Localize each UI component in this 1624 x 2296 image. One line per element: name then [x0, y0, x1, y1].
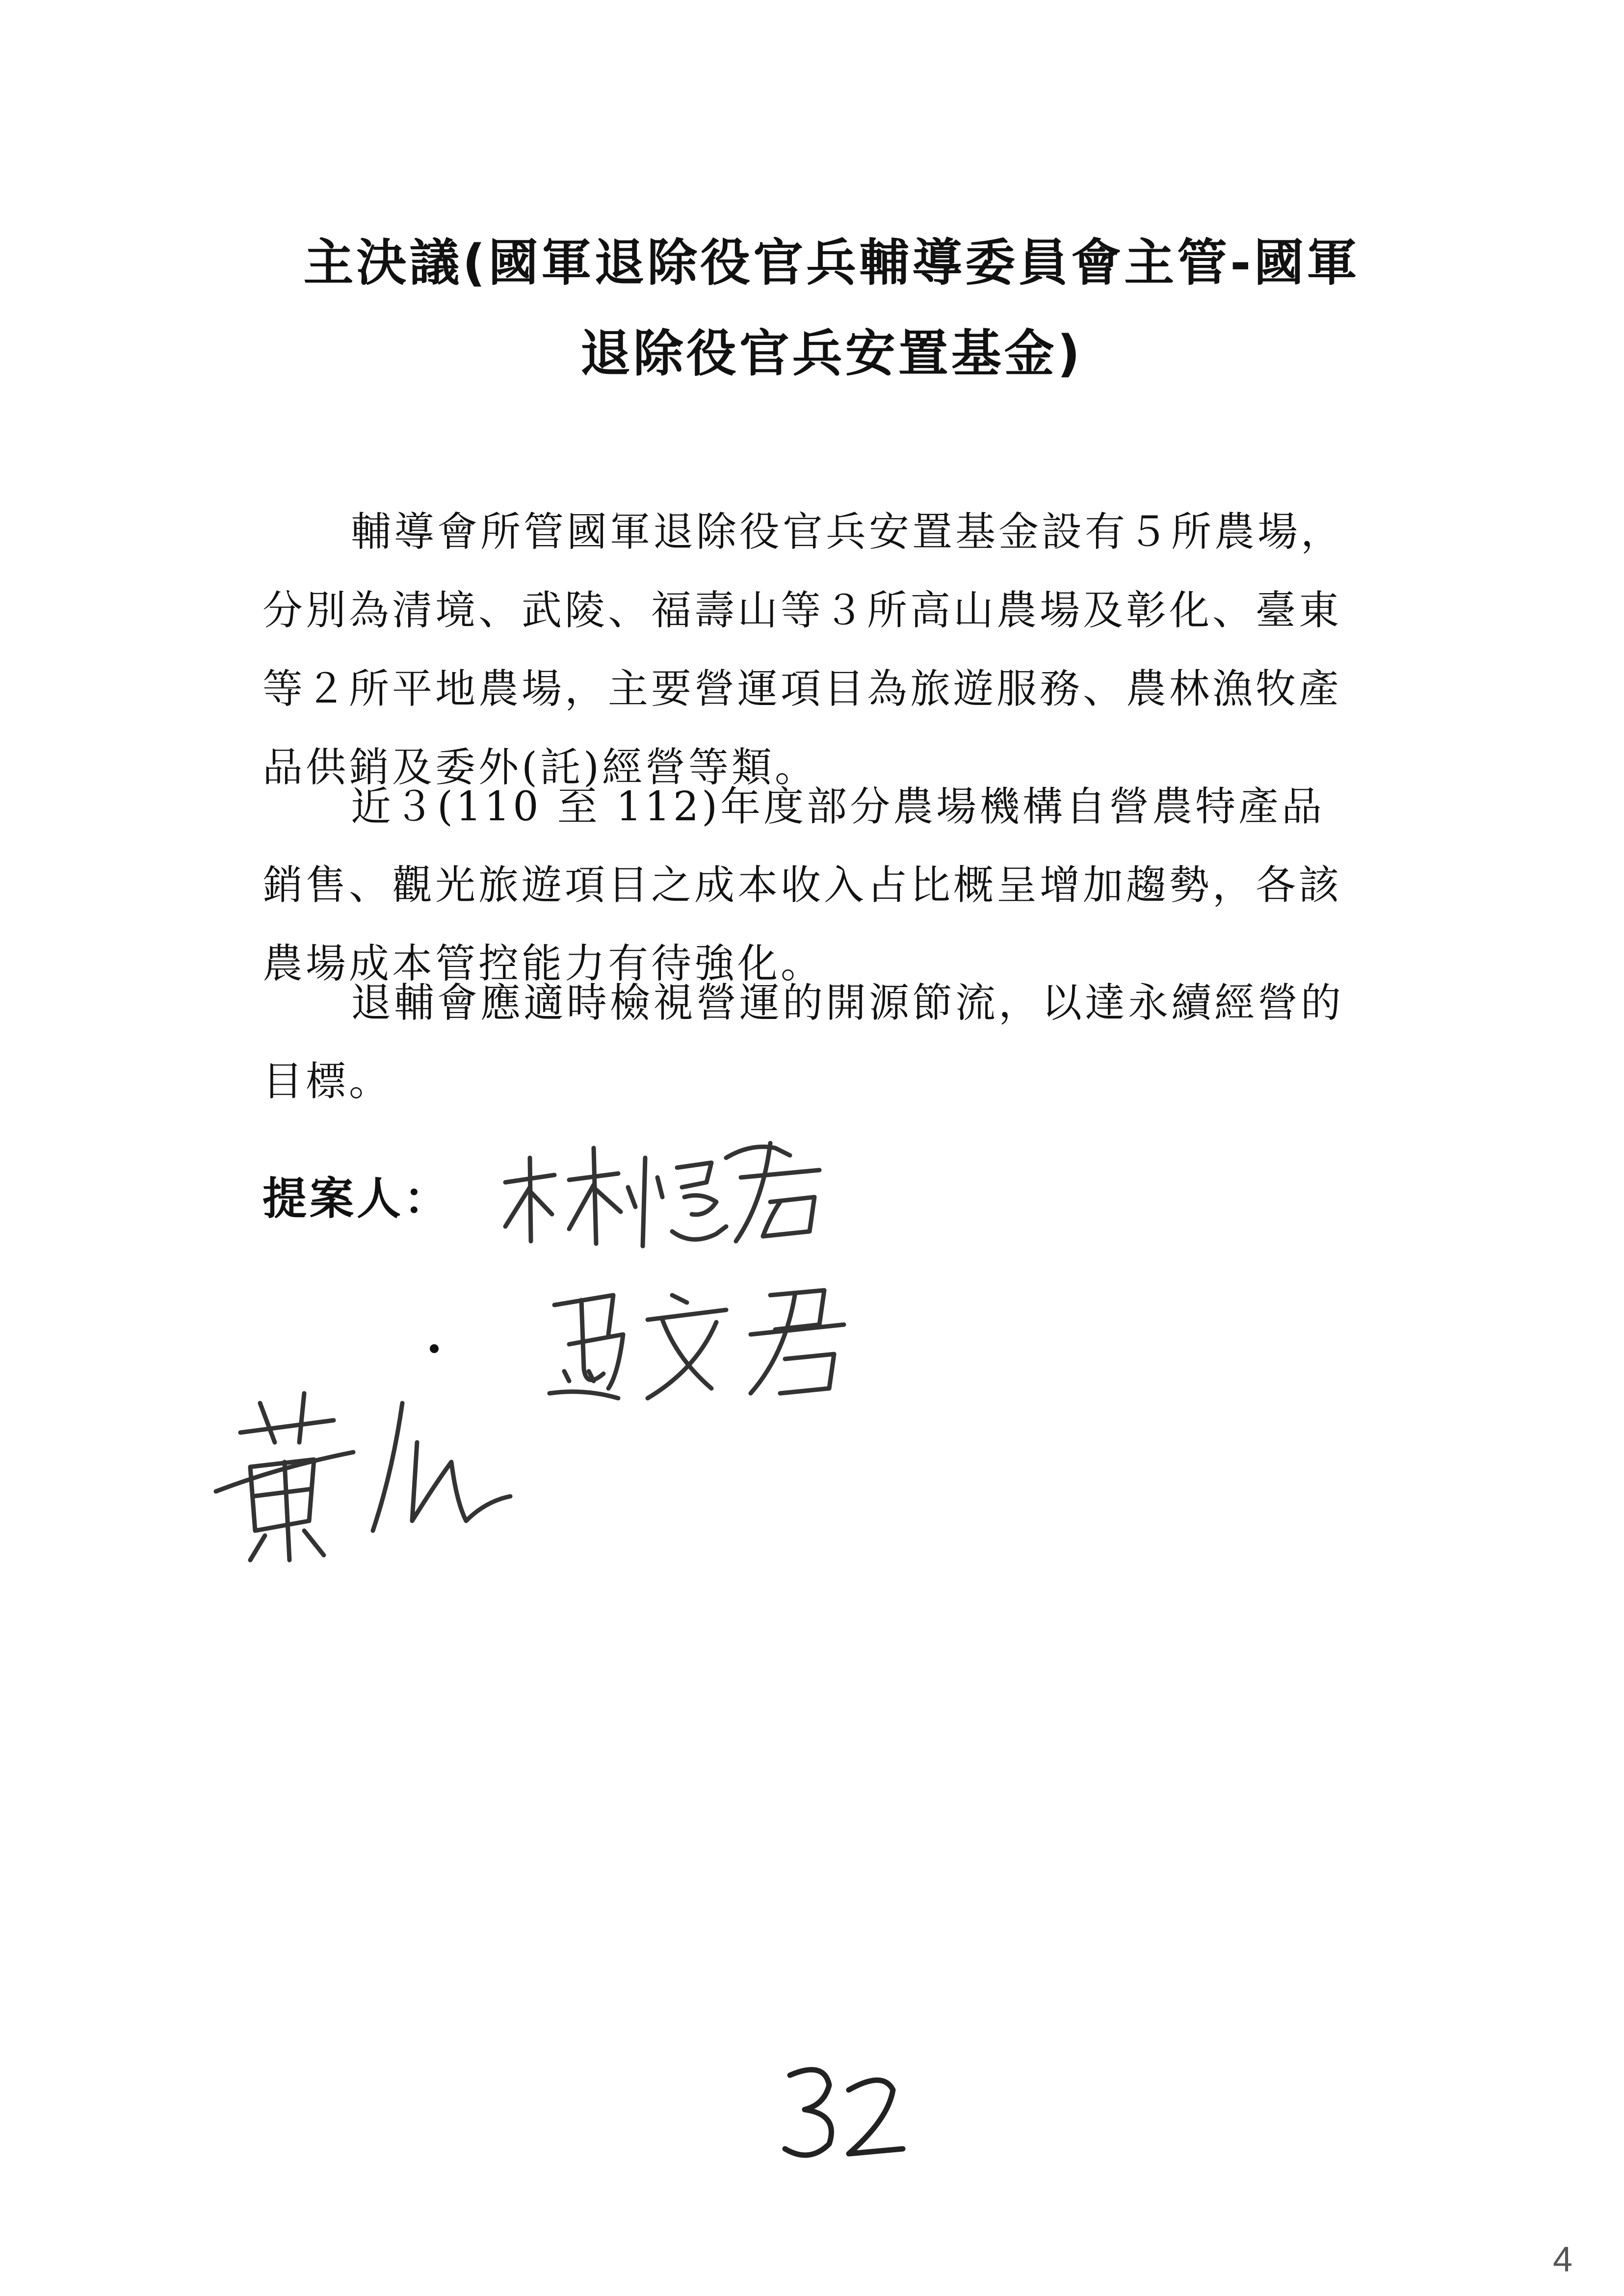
signature-3 [206, 1374, 530, 1582]
handwritten-page-number [770, 2061, 917, 2170]
paragraph-3-text: 退輔會應適時檢視營運的開源節流，以達永續經營的目標。 [262, 980, 1344, 1105]
paragraph-1 [262, 493, 1362, 807]
signature-2 [540, 1276, 873, 1415]
title-line-1: 主決議(國軍退除役官兵輔導委員會主管-國軍 [303, 234, 1360, 292]
title-line-2: 退除役官兵安置基金) [580, 325, 1083, 383]
paragraph-3 [262, 964, 1362, 1121]
paragraph-2-text: 近３(110 至 112)年度部分農場機構自營農特產品銷售、觀光旅遊項目之成本收入占比概呈增加趨勢，各該農場成本管控能力有待強化。 [262, 783, 1342, 987]
paragraph-1-text: 輔導會所管國軍退除役官兵安置基金設有５所農場，分別為清境、武陵、福壽山等３所高山農場及彰化、臺東等２所平地農場，主要營運項目為旅遊服務、農林漁牧產品供銷及委外(託)經營等類。 [262, 509, 1344, 791]
page-corner-number: 4 [1553, 2240, 1573, 2279]
proposer-label: 提案人： [262, 1173, 451, 1225]
dot-mark [430, 1344, 439, 1353]
signature-1 [496, 1128, 868, 1258]
